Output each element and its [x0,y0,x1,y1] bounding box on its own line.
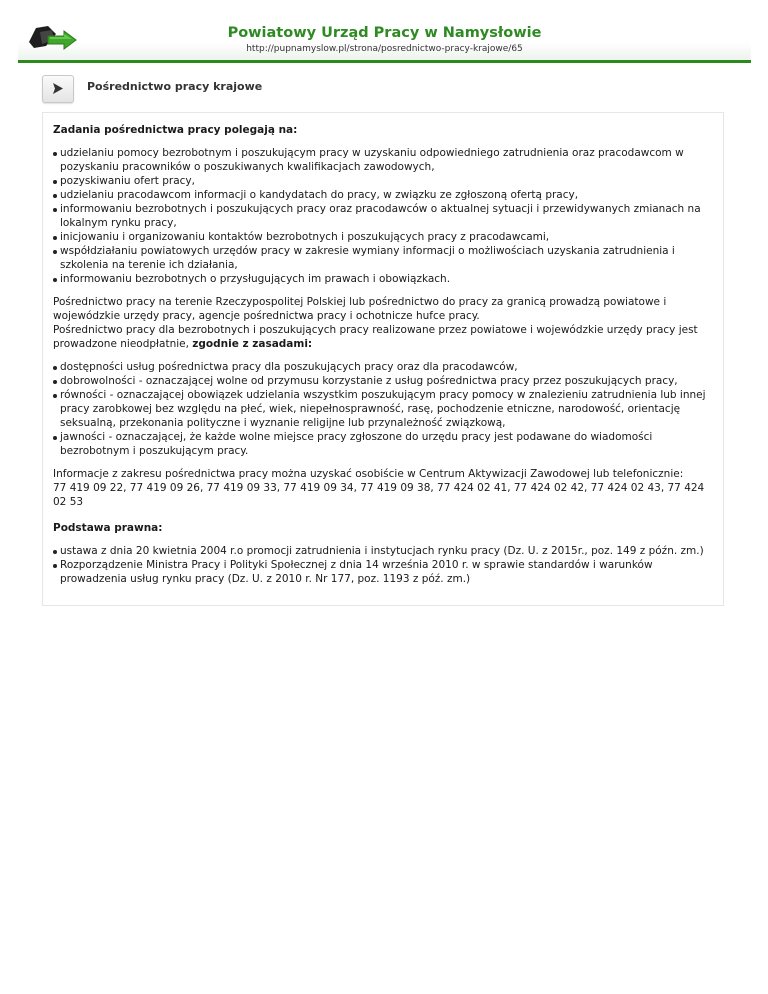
list-item: jawności - oznaczającej, że każde wolne miejsce pracy zgłoszone do urzędu pracy jest podawane do wiadomości bezrobotnym i poszukującym pracy. [53,430,713,458]
phone-numbers: 77 419 09 22, 77 419 09 26, 77 419 09 33, 77 419 09 34, 77 419 09 38, 77 424 02 41, 77 424 02 42, 77 424 02 43, 77 424 02 53 [53,482,705,508]
list-item: udzielaniu pomocy bezrobotnym i poszukującym pracy w uzyskaniu odpowiedniego zatrudnienia oraz pracodawcom w pozyskaniu pracowników o poszukiwanych kwalifikacjach zawodowych, [53,146,713,174]
list-item: inicjowaniu i organizowaniu kontaktów bezrobotnych i poszukujących pracy z pracodawcami, [53,230,713,244]
list-item: dobrowolności - oznaczającej wolne od przymusu korzystanie z usług pośrednictwa pracy przez poszukujących pracy, [53,374,713,388]
page-arrow-button[interactable] [42,75,74,103]
list-item: Rozporządzenie Ministra Pracy i Polityki Społecznej z dnia 14 września 2010 r. w sprawie standardów i warunków prowadzenia usług rynku pracy (Dz. U. z 2010 r. Nr 177, poz. 1193 z póź. zm.) [53,558,713,586]
page-url: http://pupnamyslow.pl/strona/posrednictwo-pracy-krajowe/65 [246,44,523,54]
principles-intro-text: Pośrednictwo pracy dla bezrobotnych i poszukujących pracy realizowane przez powiatowe i wojewódzkie urzędy pracy jest prowadzone nieodpłatnie, [53,324,698,350]
principles-intro-bold: zgodnie z zasadami: [192,338,313,350]
legal-heading: Podstawa prawna: [53,522,163,534]
principles-intro [53,323,713,351]
list-item: równości - oznaczającej obowiązek udzielania wszystkim poszukującym pracy pomocy w znalezieniu zatrudnienia lub innej pracy zarobkowej bez względu na płeć, wiek, niepełnosprawność, rasę, pochodzenie etniczne, narodowość, orientację seksualną, przekonania polityczne i wyznanie religijne lub przynależność związkową, [53,388,713,430]
page-title: Pośrednictwo pracy krajowe [87,80,263,93]
contact-info: Informacje z zakresu pośrednictwa pracy można uzyskać osobiście w Centrum Aktywizacji Zawodowej lub telefonicznie: [53,468,684,480]
site-header [18,20,751,63]
site-title: Powiatowy Urząd Pracy w Namysłowie [227,25,542,41]
list-item: pozyskiwaniu ofert pracy, [53,174,713,188]
tasks-heading: Zadania pośrednictwa pracy polegają na: [53,124,298,136]
intro-paragraph: Pośrednictwo pracy na terenie Rzeczypospolitej Polskiej lub pośrednictwo do pracy za granicą prowadzą powiatowe i wojewódzkie urzędy pracy, agencje pośrednictwa pracy i ochotnicze hufce pracy. [53,296,667,322]
article-content [42,112,724,606]
tasks-list [53,146,713,286]
list-item: współdziałaniu powiatowych urzędów pracy w zakresie wymiany informacji o możliwościach uzyskania zatrudnienia i szkolenia na terenie ich działania, [53,244,713,272]
list-item: informowaniu bezrobotnych i poszukujących pracy oraz pracodawców o aktualnej sytuacji i przewidywanych zmianach na lokalnym rynku pracy, [53,202,713,230]
legal-list [53,544,713,586]
play-arrow-icon [52,82,64,95]
list-item: udzielaniu pracodawcom informacji o kandydatach do pracy, w związku ze zgłoszoną ofertą pracy, [53,188,713,202]
list-item: informowaniu bezrobotnych o przysługujących im prawach i obowiązkach. [53,272,713,286]
list-item: ustawa z dnia 20 kwietnia 2004 r.o promocji zatrudnienia i instytucjach rynku pracy (Dz. U. z 2015r., poz. 149 z późn. zm.) [53,544,713,558]
principles-list [53,360,713,458]
list-item: dostępności usług pośrednictwa pracy dla poszukujących pracy oraz dla pracodawców, [53,360,713,374]
